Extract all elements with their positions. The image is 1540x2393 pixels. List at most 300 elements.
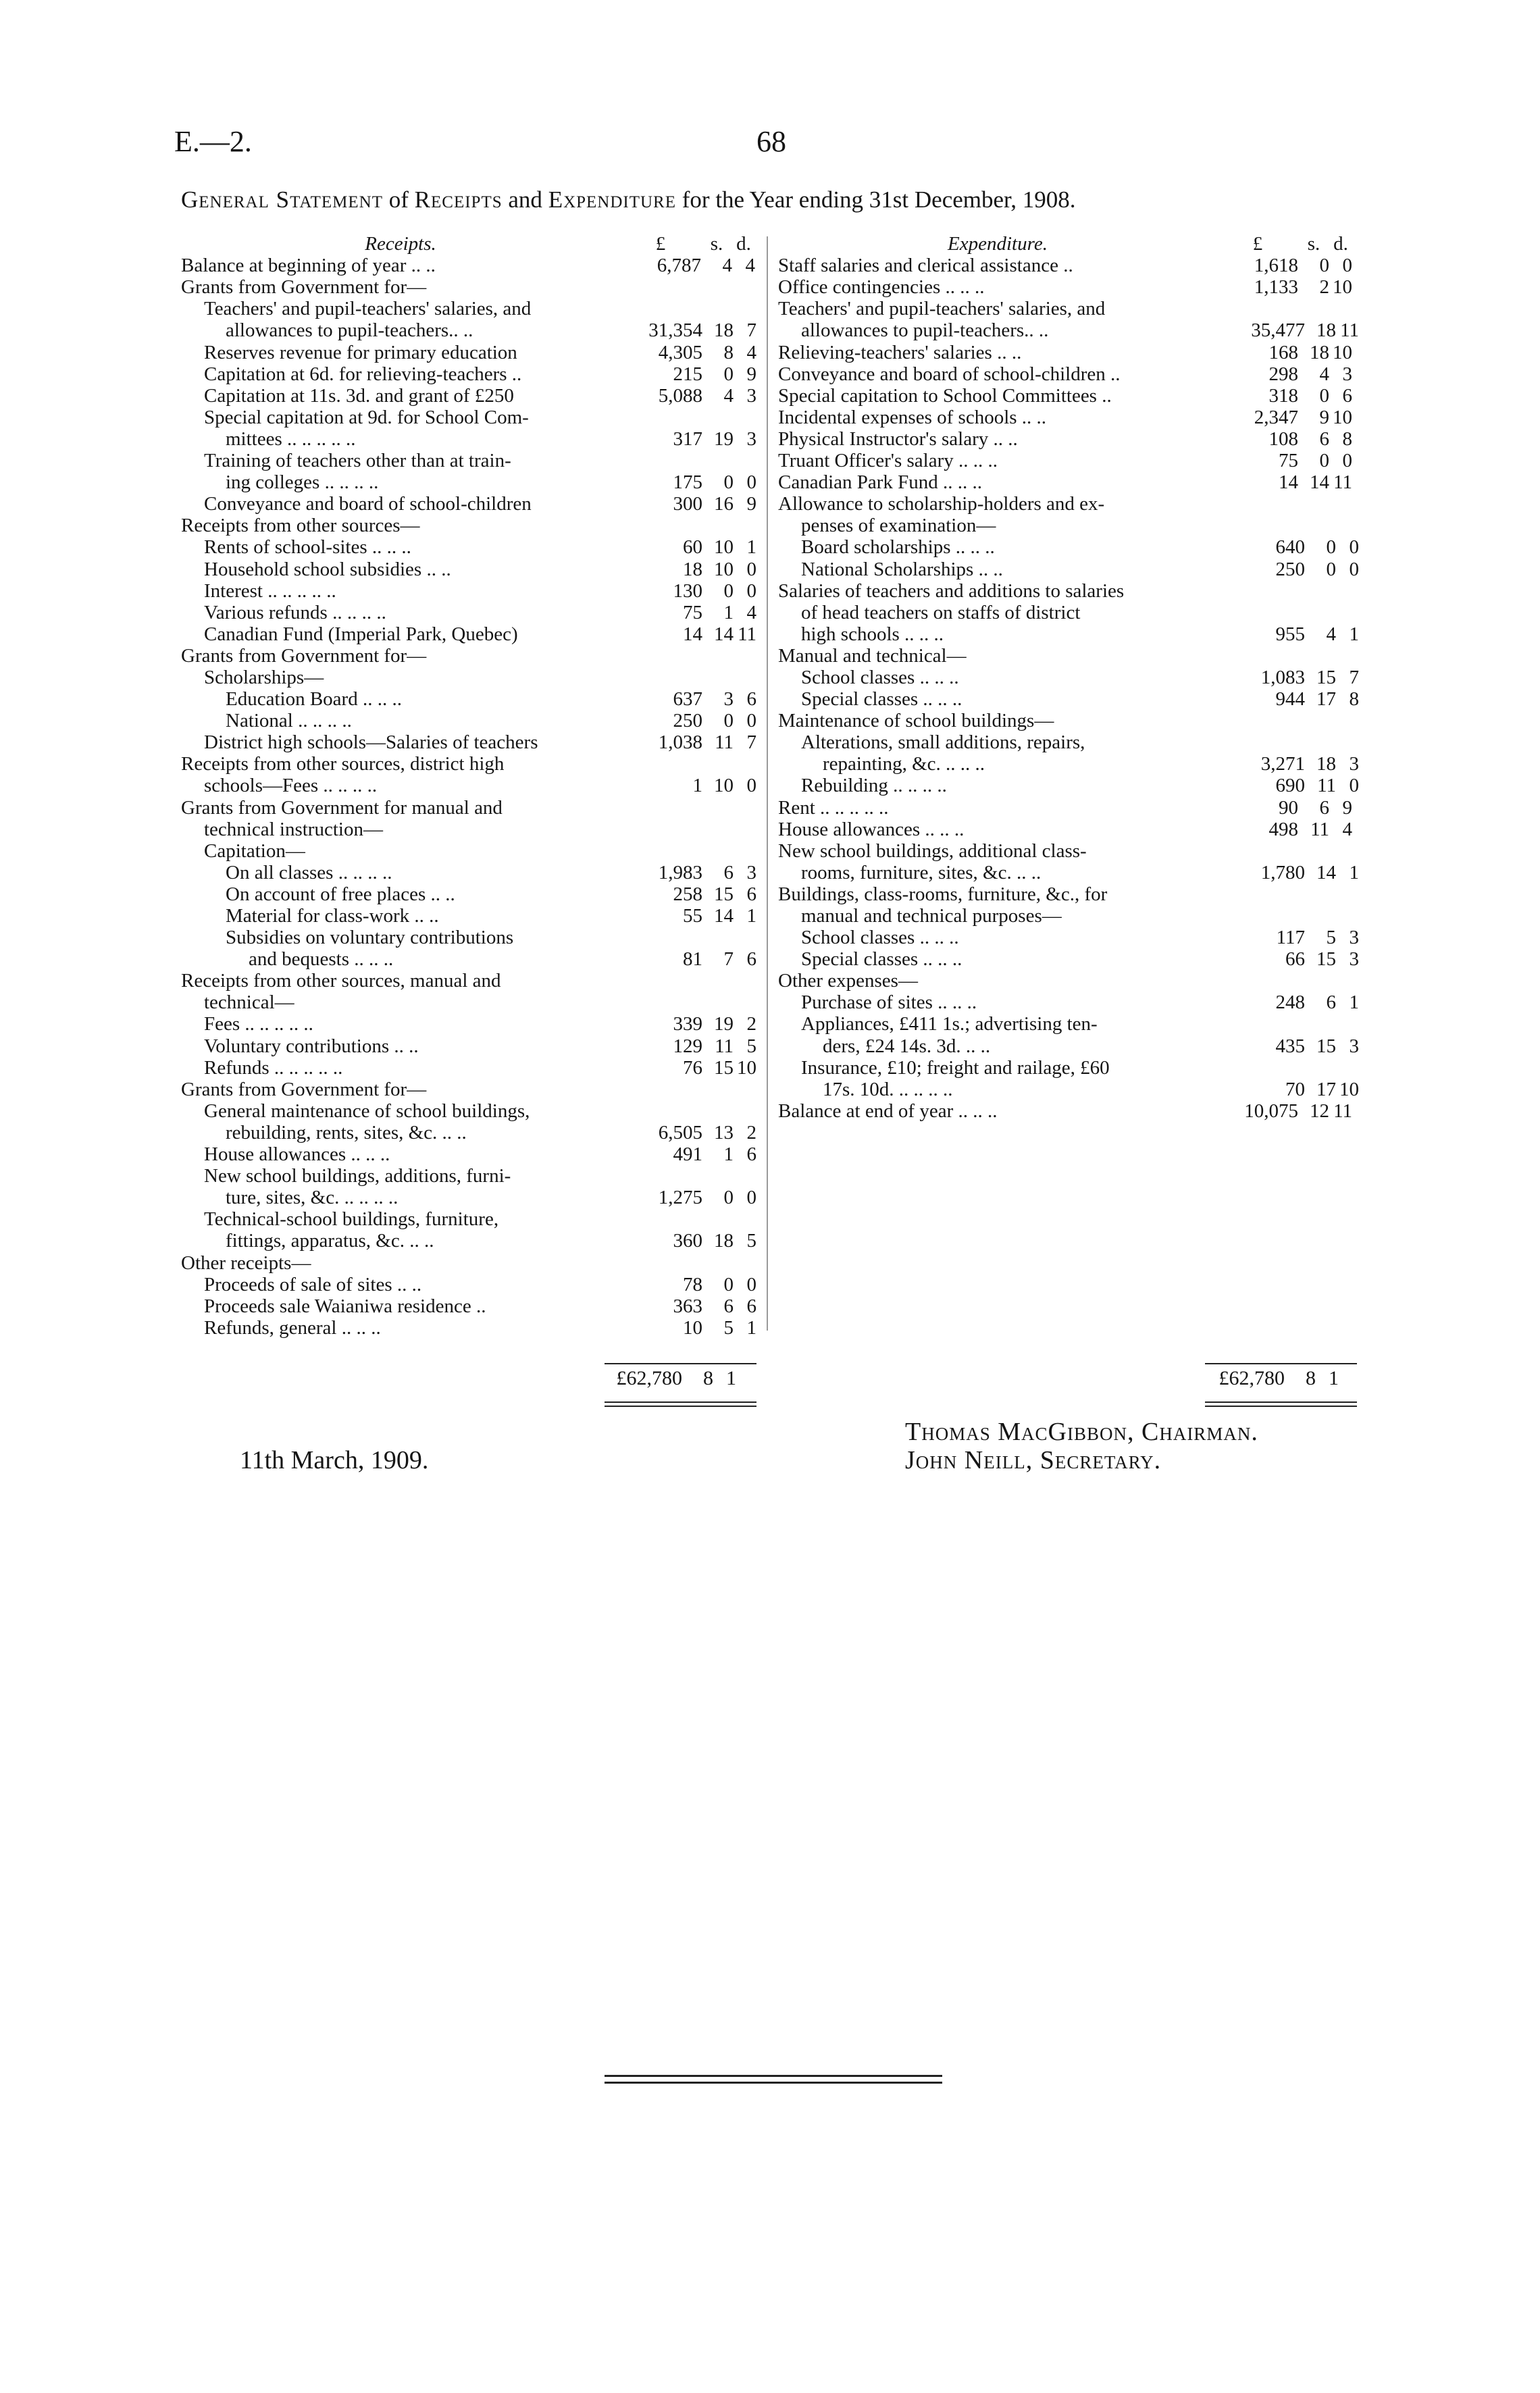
expenditure-item-label: Purchase of sites .. .. .. — [801, 992, 977, 1014]
expenditure-row — [778, 970, 1359, 992]
expenditure-row — [778, 407, 1359, 428]
receipts-row — [181, 667, 756, 688]
receipts-item-shillings: 1 — [723, 601, 734, 623]
expenditure-item-shillings: 0 — [1326, 558, 1336, 580]
expenditure-item-label: Office contingencies .. .. .. — [778, 276, 985, 299]
expenditure-item-label: Alterations, small additions, repairs, — [801, 731, 1085, 754]
pence-header: d. — [1333, 233, 1348, 255]
expenditure-row — [778, 1079, 1359, 1100]
expenditure-total-pounds: £62,780 — [1218, 1367, 1285, 1389]
page-number: 68 — [756, 125, 786, 158]
receipts-row — [181, 1230, 756, 1252]
receipts-item-shillings: 14 — [714, 623, 734, 645]
receipts-header-row — [181, 233, 756, 255]
expenditure-item-label: Special capitation to School Committees .. — [778, 384, 1112, 407]
expenditure-item-pence: 8 — [1349, 688, 1359, 711]
receipts-row — [181, 428, 756, 450]
expenditure-row — [778, 753, 1359, 775]
expenditure-row — [778, 688, 1359, 710]
expenditure-row — [778, 796, 1359, 818]
receipts-item-shillings: 19 — [714, 428, 734, 450]
expenditure-item-pence: 3 — [1349, 927, 1359, 949]
receipts-item-label: Capitation— — [204, 840, 305, 862]
receipts-item-pounds: 1,983 — [658, 861, 702, 883]
receipts-item-pence: 3 — [746, 861, 756, 883]
receipts-item-pounds: 175 — [673, 471, 702, 494]
receipts-item-pounds: 6,505 — [658, 1121, 702, 1143]
receipts-item-label: Various refunds .. .. .. .. — [204, 601, 386, 623]
expenditure-row — [778, 862, 1359, 883]
closing-rule-2 — [605, 2082, 942, 2084]
receipts-item-label: ing colleges .. .. .. .. — [226, 471, 379, 494]
expenditure-item-label: of head teachers on staffs of district — [801, 601, 1081, 623]
receipts-row — [181, 255, 756, 276]
receipts-item-pounds: 360 — [673, 1230, 702, 1252]
receipts-item-pounds: 10 — [683, 1316, 702, 1339]
expenditure-item-pounds: 35,477 — [1251, 319, 1305, 342]
expenditure-row — [778, 623, 1359, 645]
title-rest: for the Year ending 31st December, 1908. — [682, 186, 1076, 213]
expenditure-item-label: School classes .. .. .. — [801, 666, 959, 688]
receipts-row — [181, 840, 756, 862]
receipts-item-label: Grants from Government for— — [181, 644, 427, 667]
expenditure-row — [778, 385, 1359, 407]
expenditure-row — [778, 927, 1359, 948]
receipts-heading: Receipts. — [365, 233, 436, 255]
expenditure-row — [778, 731, 1359, 753]
receipts-item-pence: 0 — [746, 1273, 756, 1295]
expenditure-item-label: Canadian Park Fund .. .. .. — [778, 471, 983, 494]
receipts-item-pence: 4 — [745, 255, 755, 277]
expenditure-item-shillings: 0 — [1319, 384, 1329, 407]
receipts-item-pounds: 129 — [673, 1035, 702, 1057]
receipts-item-pounds: 78 — [683, 1273, 702, 1295]
receipts-item-label: Voluntary contributions .. .. — [204, 1035, 419, 1057]
expenditure-rows — [778, 255, 1359, 1122]
receipts-item-label: Refunds, general .. .. .. — [204, 1316, 381, 1339]
receipts-item-label: Proceeds of sale of sites .. .. — [204, 1273, 422, 1295]
receipts-total-underline-2 — [605, 1406, 756, 1407]
expenditure-item-pence: 8 — [1342, 428, 1352, 450]
expenditure-item-label: Truant Officer's salary .. .. .. — [778, 450, 998, 472]
receipts-item-label: fittings, apparatus, &c. .. .. — [226, 1230, 434, 1252]
receipts-row — [181, 471, 756, 493]
receipts-item-pence: 1 — [746, 905, 756, 927]
expenditure-item-pence: 6 — [1342, 384, 1352, 407]
receipts-row — [181, 1317, 756, 1339]
receipts-item-shillings: 5 — [723, 1316, 734, 1339]
receipts-row — [181, 1122, 756, 1143]
expenditure-item-pence: 10 — [1339, 1078, 1359, 1100]
expenditure-item-label: New school buildings, additional class- — [778, 840, 1087, 862]
expenditure-item-pence: 0 — [1349, 775, 1359, 797]
expenditure-item-pence: 11 — [1340, 319, 1359, 342]
expenditure-item-shillings: 4 — [1319, 363, 1329, 385]
expenditure-item-pounds: 3,271 — [1260, 753, 1305, 775]
receipts-item-pence: 5 — [746, 1230, 756, 1252]
receipts-row — [181, 536, 756, 558]
receipts-item-pence: 6 — [746, 688, 756, 711]
expenditure-row — [778, 1013, 1359, 1035]
title-of: of — [388, 186, 409, 213]
expenditure-item-shillings: 17 — [1316, 688, 1336, 711]
expenditure-item-label: Staff salaries and clerical assistance .. — [778, 255, 1073, 277]
receipts-total — [601, 1367, 736, 1390]
receipts-item-label: Capitation at 11s. 3d. and grant of £250 — [204, 384, 514, 407]
expenditure-row — [778, 493, 1359, 515]
expenditure-total — [1204, 1367, 1339, 1390]
receipts-row — [181, 731, 756, 753]
expenditure-item-pounds: 690 — [1275, 775, 1305, 797]
expenditure-item-shillings: 6 — [1326, 992, 1336, 1014]
expenditure-total-underline — [1205, 1401, 1357, 1403]
receipts-item-shillings: 0 — [723, 710, 734, 732]
receipts-item-label: Proceeds sale Waianiwa residence .. — [204, 1295, 486, 1317]
receipts-item-pence: 3 — [746, 384, 756, 407]
receipts-item-pence: 4 — [746, 601, 756, 623]
receipts-item-label: Balance at beginning of year .. .. — [181, 255, 436, 277]
expenditure-item-shillings: 4 — [1326, 623, 1336, 645]
receipts-item-shillings: 4 — [723, 384, 734, 407]
receipts-item-label: Receipts from other sources— — [181, 515, 420, 537]
expenditure-row — [778, 840, 1359, 862]
document-reference: E.—2. — [174, 125, 252, 158]
expenditure-item-pounds: 298 — [1268, 363, 1298, 385]
expenditure-row — [778, 948, 1359, 970]
column-divider — [767, 236, 768, 1331]
receipts-item-label: Technical-school buildings, furniture, — [204, 1208, 499, 1231]
expenditure-item-shillings: 12 — [1310, 1100, 1329, 1122]
expenditure-item-label: Maintenance of school buildings— — [778, 710, 1054, 732]
expenditure-item-pounds: 70 — [1285, 1078, 1305, 1100]
receipts-item-pounds: 6,787 — [657, 255, 701, 277]
title-and: and — [508, 186, 542, 213]
expenditure-total-rule — [1205, 1363, 1357, 1364]
receipts-row — [181, 1100, 756, 1122]
shillings-header: s. — [1307, 233, 1320, 255]
expenditure-row — [778, 883, 1359, 905]
receipts-row — [181, 558, 756, 580]
expenditure-item-label: House allowances .. .. .. — [778, 818, 965, 840]
expenditure-item-pounds: 10,075 — [1244, 1100, 1298, 1122]
expenditure-row — [778, 363, 1359, 385]
receipts-item-shillings: 6 — [723, 861, 734, 883]
receipts-row — [181, 580, 756, 602]
receipts-row — [181, 883, 756, 905]
expenditure-row — [778, 1035, 1359, 1056]
expenditure-row — [778, 602, 1359, 623]
receipts-item-label: Fees .. .. .. .. .. — [204, 1013, 313, 1035]
expenditure-row — [778, 255, 1359, 276]
receipts-item-label: Conveyance and board of school-children — [204, 493, 532, 515]
receipts-total-underline — [605, 1401, 756, 1403]
receipts-item-shillings: 11 — [715, 1035, 734, 1057]
expenditure-item-label: high schools .. .. .. — [801, 623, 944, 645]
expenditure-item-pounds: 1,133 — [1254, 276, 1298, 299]
receipts-item-label: Household school subsidies .. .. — [204, 558, 451, 580]
expenditure-item-pence: 3 — [1349, 948, 1359, 971]
expenditure-row — [778, 645, 1359, 667]
receipts-item-shillings: 0 — [723, 1273, 734, 1295]
pounds-header: £ — [655, 233, 666, 255]
receipts-total-rule — [605, 1363, 756, 1364]
receipts-item-shillings: 0 — [723, 363, 734, 385]
receipts-item-pounds: 250 — [673, 710, 702, 732]
receipts-item-shillings: 19 — [714, 1013, 734, 1035]
expenditure-item-shillings: 15 — [1316, 948, 1336, 971]
expenditure-item-shillings: 17 — [1316, 1078, 1336, 1100]
expenditure-item-shillings: 18 — [1316, 753, 1336, 775]
expenditure-item-pence: 4 — [1342, 818, 1352, 840]
receipts-item-pounds: 18 — [683, 558, 702, 580]
expenditure-item-pence: 1 — [1349, 992, 1359, 1014]
receipts-item-pounds: 300 — [673, 493, 702, 515]
expenditure-item-label: Rebuilding .. .. .. .. — [801, 775, 947, 797]
expenditure-item-pence: 9 — [1342, 796, 1352, 819]
receipts-row — [181, 688, 756, 710]
chairman-signature: Thomas MacGibbon, Chairman. — [905, 1418, 1258, 1446]
receipts-item-pounds: 76 — [683, 1056, 702, 1079]
receipts-row — [181, 623, 756, 645]
receipts-row — [181, 710, 756, 731]
expenditure-row — [778, 905, 1359, 927]
receipts-item-pounds: 130 — [673, 580, 702, 602]
receipts-item-shillings: 18 — [714, 1230, 734, 1252]
receipts-item-shillings: 10 — [714, 536, 734, 559]
expenditure-item-label: Manual and technical— — [778, 644, 967, 667]
receipts-total-pounds: £62,780 — [616, 1367, 682, 1389]
expenditure-row — [778, 667, 1359, 688]
expenditure-item-label: manual and technical purposes— — [801, 905, 1062, 927]
receipts-item-shillings: 11 — [715, 731, 734, 754]
expenditure-item-label: Special classes .. .. .. — [801, 948, 962, 971]
receipts-item-pounds: 258 — [673, 883, 702, 905]
receipts-item-label: Receipts from other sources, manual and — [181, 970, 501, 992]
expenditure-row — [778, 580, 1359, 602]
receipts-row — [181, 363, 756, 385]
receipts-item-shillings: 3 — [723, 688, 734, 711]
receipts-item-pence: 9 — [746, 363, 756, 385]
receipts-item-pence: 0 — [746, 775, 756, 797]
pounds-header: £ — [1252, 233, 1263, 255]
receipts-item-label: Canadian Fund (Imperial Park, Quebec) — [204, 623, 518, 645]
expenditure-row — [778, 1100, 1359, 1122]
receipts-item-pence: 9 — [746, 493, 756, 515]
receipts-item-pence: 0 — [746, 1187, 756, 1209]
receipts-row — [181, 341, 756, 363]
expenditure-row — [778, 710, 1359, 731]
expenditure-item-pounds: 435 — [1275, 1035, 1305, 1057]
receipts-item-pence: 6 — [746, 948, 756, 971]
receipts-item-pence: 5 — [746, 1035, 756, 1057]
receipts-item-pounds: 75 — [683, 601, 702, 623]
receipts-item-label: New school buildings, additions, furni- — [204, 1165, 511, 1187]
receipts-item-label: On all classes .. .. .. .. — [226, 861, 392, 883]
receipts-item-label: Interest .. .. .. .. .. — [204, 580, 336, 602]
expenditure-item-pounds: 640 — [1275, 536, 1305, 559]
expenditure-item-label: National Scholarships .. .. — [801, 558, 1003, 580]
receipts-row — [181, 905, 756, 927]
expenditure-row — [778, 819, 1359, 840]
expenditure-row — [778, 515, 1359, 536]
receipts-item-label: Receipts from other sources, district high — [181, 753, 505, 775]
receipts-item-pence: 2 — [746, 1121, 756, 1143]
receipts-item-pence: 10 — [737, 1056, 756, 1079]
receipts-item-pounds: 5,088 — [658, 384, 702, 407]
receipts-item-pounds: 339 — [673, 1013, 702, 1035]
expenditure-item-pounds: 1,083 — [1260, 666, 1305, 688]
receipts-item-pounds: 60 — [683, 536, 702, 559]
receipts-item-label: On account of free places .. .. — [226, 883, 455, 905]
closing-rule — [605, 2075, 942, 2077]
expenditure-item-pounds: 944 — [1275, 688, 1305, 711]
expenditure-row — [778, 558, 1359, 580]
receipts-item-pounds: 31,354 — [648, 319, 702, 342]
receipts-row — [181, 992, 756, 1013]
receipts-item-label: House allowances .. .. .. — [204, 1143, 390, 1166]
receipts-item-pence: 7 — [746, 731, 756, 754]
expenditure-item-pence: 0 — [1349, 558, 1359, 580]
receipts-item-pounds: 637 — [673, 688, 702, 711]
expenditure-item-pence: 10 — [1333, 406, 1352, 428]
receipts-item-pounds: 14 — [683, 623, 702, 645]
expenditure-item-pounds: 14 — [1279, 471, 1298, 494]
expenditure-item-pence: 3 — [1349, 1035, 1359, 1057]
receipts-item-pence: 1 — [746, 1316, 756, 1339]
expenditure-item-shillings: 6 — [1319, 428, 1329, 450]
receipts-item-pence: 6 — [746, 1295, 756, 1317]
shillings-header: s. — [710, 233, 723, 255]
expenditure-item-pence: 3 — [1349, 753, 1359, 775]
expenditure-item-pence: 1 — [1349, 623, 1359, 645]
receipts-item-label: Subsidies on voluntary contributions — [226, 927, 514, 949]
expenditure-column — [778, 233, 1359, 1122]
receipts-row — [181, 1208, 756, 1230]
receipts-item-pence: 3 — [746, 428, 756, 450]
receipts-item-label: Grants from Government for— — [181, 276, 427, 299]
receipts-row — [181, 276, 756, 298]
receipts-item-shillings: 14 — [714, 905, 734, 927]
receipts-item-label: ture, sites, &c. .. .. .. .. — [226, 1187, 399, 1209]
expenditure-item-pounds: 248 — [1275, 992, 1305, 1014]
expenditure-item-label: Special classes .. .. .. — [801, 688, 962, 711]
title-part1: General Statement — [181, 186, 384, 213]
receipts-row — [181, 819, 756, 840]
expenditure-item-pounds: 117 — [1276, 927, 1305, 949]
receipts-item-shillings: 0 — [723, 580, 734, 602]
receipts-row — [181, 493, 756, 515]
receipts-item-label: Capitation at 6d. for relieving-teachers .. — [204, 363, 522, 385]
expenditure-item-pence: 7 — [1349, 666, 1359, 688]
expenditure-row — [778, 298, 1359, 319]
receipts-item-label: allowances to pupil-teachers.. .. — [226, 319, 473, 342]
expenditure-total-pence: 1 — [1329, 1367, 1339, 1389]
expenditure-item-pounds: 2,347 — [1254, 406, 1298, 428]
expenditure-item-label: Incidental expenses of schools .. .. — [778, 406, 1047, 428]
receipts-item-pounds: 81 — [683, 948, 702, 971]
receipts-item-pence: 6 — [746, 1143, 756, 1166]
receipts-item-label: Other receipts— — [181, 1252, 311, 1274]
expenditure-item-pence: 10 — [1333, 276, 1352, 299]
receipts-item-pence: 0 — [746, 580, 756, 602]
receipts-item-pounds: 317 — [673, 428, 702, 450]
receipts-row — [181, 862, 756, 883]
receipts-item-label: Education Board .. .. .. — [226, 688, 402, 711]
expenditure-item-pence: 11 — [1333, 1100, 1352, 1122]
expenditure-item-label: Physical Instructor's salary .. .. — [778, 428, 1018, 450]
expenditure-item-pence: 11 — [1333, 471, 1352, 494]
expenditure-item-shillings: 0 — [1319, 450, 1329, 472]
receipts-row — [181, 775, 756, 796]
receipts-row — [181, 970, 756, 992]
expenditure-item-pence: 0 — [1342, 255, 1352, 277]
expenditure-item-label: Rent .. .. .. .. .. — [778, 796, 889, 819]
expenditure-header-row — [778, 233, 1359, 255]
receipts-item-label: Refunds .. .. .. .. .. — [204, 1056, 343, 1079]
statement-date: 11th March, 1909. — [240, 1446, 429, 1474]
receipts-item-label: technical instruction— — [204, 818, 383, 840]
expenditure-item-label: 17s. 10d. .. .. .. .. — [823, 1078, 953, 1100]
expenditure-item-label: ders, £24 14s. 3d. .. .. — [823, 1035, 991, 1057]
receipts-item-pounds: 491 — [673, 1143, 702, 1166]
receipts-row — [181, 407, 756, 428]
expenditure-item-pounds: 108 — [1268, 428, 1298, 450]
expenditure-item-label: Board scholarships .. .. .. — [801, 536, 995, 559]
receipts-row — [181, 1165, 756, 1187]
expenditure-item-label: Salaries of teachers and additions to salaries — [778, 580, 1125, 602]
title-part2: Receipts — [414, 186, 503, 213]
receipts-row — [181, 319, 756, 341]
receipts-row — [181, 753, 756, 775]
receipts-item-pounds: 1,038 — [658, 731, 702, 754]
receipts-item-label: Scholarships— — [204, 666, 324, 688]
expenditure-row — [778, 341, 1359, 363]
expenditure-item-shillings: 2 — [1319, 276, 1329, 299]
expenditure-row — [778, 536, 1359, 558]
expenditure-item-shillings: 0 — [1319, 255, 1329, 277]
receipts-item-pounds: 55 — [683, 905, 702, 927]
statement-title — [181, 186, 1397, 213]
receipts-item-label: Material for class-work .. .. — [226, 905, 439, 927]
expenditure-item-label: penses of examination— — [801, 515, 996, 537]
expenditure-item-pounds: 168 — [1268, 341, 1298, 363]
expenditure-row — [778, 319, 1359, 341]
receipts-row — [181, 1057, 756, 1079]
expenditure-item-label: School classes .. .. .. — [801, 927, 959, 949]
expenditure-item-shillings: 14 — [1316, 861, 1336, 883]
expenditure-row — [778, 775, 1359, 796]
expenditure-item-shillings: 14 — [1310, 471, 1329, 494]
receipts-item-pounds: 1,275 — [658, 1187, 702, 1209]
receipts-item-label: General maintenance of school buildings, — [204, 1100, 530, 1122]
expenditure-item-pounds: 250 — [1275, 558, 1305, 580]
expenditure-row — [778, 992, 1359, 1013]
title-part3: Expenditure — [548, 186, 677, 213]
receipts-item-shillings: 13 — [714, 1121, 734, 1143]
pence-header: d. — [736, 233, 751, 255]
receipts-item-label: technical— — [204, 992, 294, 1014]
expenditure-item-shillings: 18 — [1316, 319, 1336, 342]
expenditure-item-label: Insurance, £10; freight and railage, £60 — [801, 1056, 1110, 1079]
receipts-item-pounds: 215 — [673, 363, 702, 385]
receipts-item-pence: 6 — [746, 883, 756, 905]
receipts-row — [181, 1013, 756, 1035]
receipts-item-pence: 0 — [746, 471, 756, 494]
receipts-row — [181, 298, 756, 319]
expenditure-item-shillings: 11 — [1317, 775, 1336, 797]
receipts-item-shillings: 8 — [723, 341, 734, 363]
expenditure-item-shillings: 11 — [1310, 818, 1329, 840]
